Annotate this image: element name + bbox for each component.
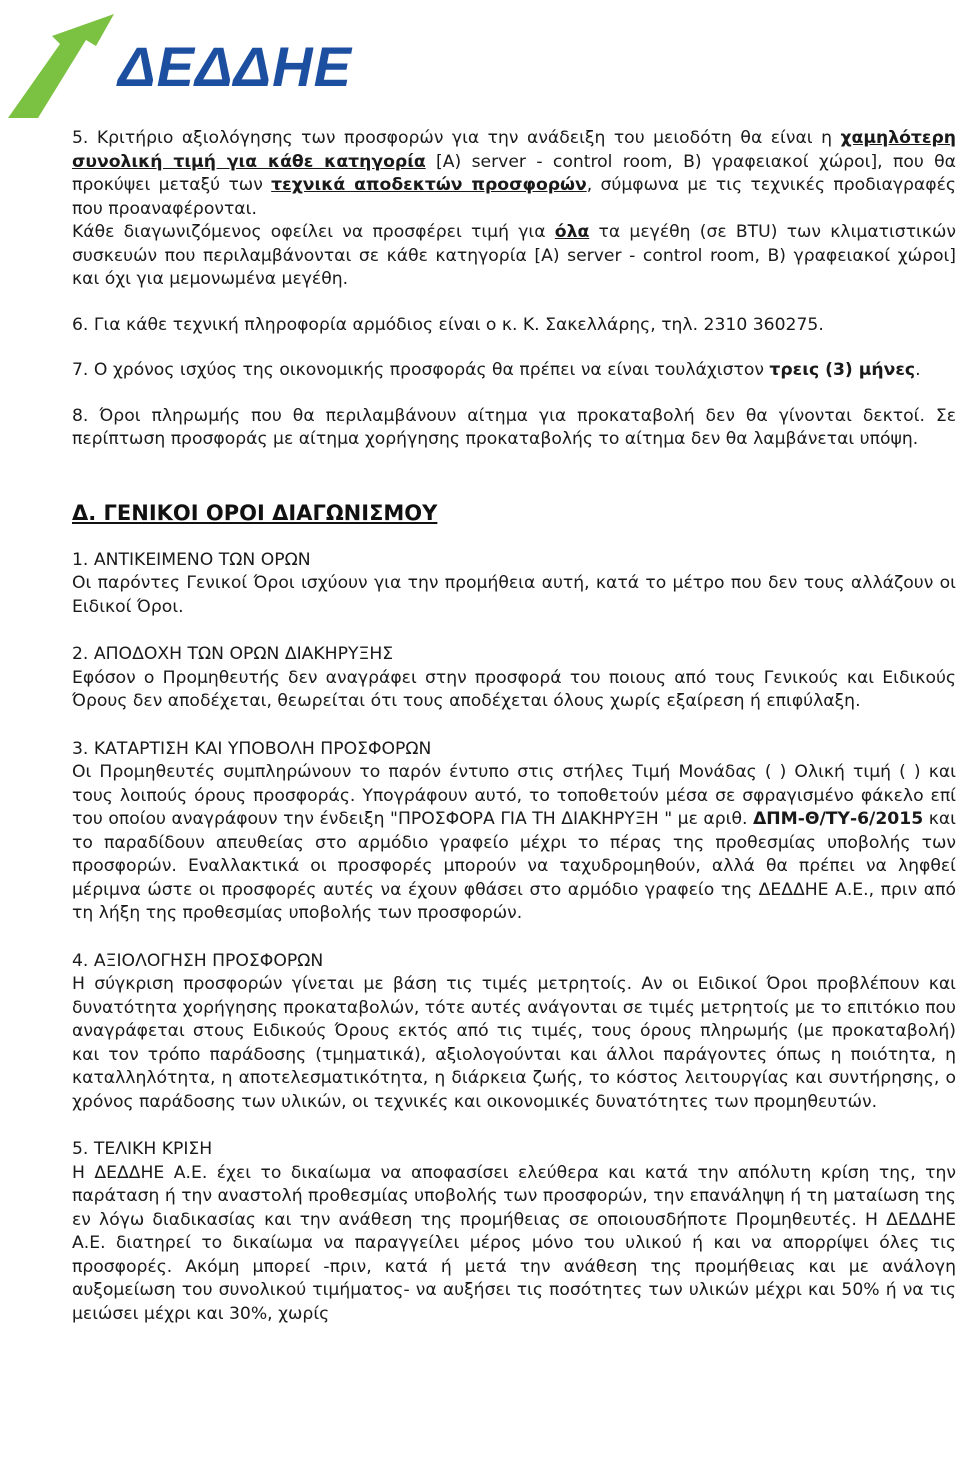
section-heading: Δ. ΓΕΝΙΚΟΙ ΟΡΟΙ ΔΙΑΓΩΝΙΣΜΟΥ [72,500,438,525]
s3-body: Οι Προμηθευτές συμπληρώνουν το παρόν έντυπο στις στήλες Τιμή Μονάδας ( ) Ολική τιμή ( ) και τους λοιπούς όρους προσφοράς. Υπογράφουν αυτό, το τοποθετούν μέσα σε σφραγισμένο φάκελο επί του οποίου αναγράφουν την ένδειξη "ΠΡΟΣΦΟΡΑ ΓΙΑ ΤΗ ΔΙΑΚΗΡΥΞΗ " με αριθ. ΔΠΜ-Θ/ΤΥ-6/2015 και το παραδίδουν απευθείας στο αρμόδιο γραφείο μέχρι το πέρας της προθεσμίας υποβολής των προσφορών. Εναλλακτικά οι προσφορές μπορούν να ταχυδρομηθούν, αλλά θα πρέπει να ληφθεί μέριμνα ώστε οι προσφορές αυτές να έχουν φθάσει στο αρμόδιο γραφείο της ΔΕΔΔΗΕ Α.Ε., πριν από τη λήξη της προθεσμίας υποβολής των προσφορών. [72,762,956,923]
paragraph-8: 8. Όροι πληρωμής που θα περιλαμβάνουν αίτημα για προκαταβολή δεν θα γίνονται δεκτοί. Σε περίπτωση προσφοράς με αίτημα χορήγησης προκαταβολής το αίτημα δεν θα λαμβάνεται υπόψη. [72,405,956,449]
logo-wordmark: ΔΕΔΔΗΕ [118,35,352,98]
s4-body: Η σύγκριση προσφορών γίνεται με βάση τις τιμές μετρητοίς. Αν οι Ειδικοί Όροι προβλέπουν και δυνατότητα χορήγησης προκαταβολών, τότε αυτές ανάγονται σε τιμές μετρητοίς με το επιτόκιο που αναγράφεται στους Ειδικούς Όρους εκτός από τις τιμές, τους όρους πληρωμής (με προκαταβολή) και τον τρόπο παράδοσης (τμηματικά), αξιολογούνται και άλλοι παράγοντες όπως η ποιότητα, η καταλληλότητα, η αποτελεσματικότητα, η διάρκεια ζωής, το κόστος λειτουργίας και συντήρησης, ο χρόνος παράδοσης των υλικών, οι τεχνικές και οικονομικές δυνατότητες των προμηθευτών. [72,974,956,1112]
paragraph-5: 5. Κριτήριο αξιολόγησης των προσφορών για την ανάδειξη του μειοδότη θα είναι η χαμηλότερη συνολική τιμή για κάθε κατηγορία [Α) server - control room, Β) γραφειακοί χώροι], που θα προκύψει μεταξύ των τεχνικά αποδεκτών προσφορών, σύμφωνα με τις τεχνικές προδιαγραφές που προαναφέρονται. [72,128,956,219]
s5-heading: 5. ΤΕΛΙΚΗ ΚΡΙΣΗ [72,1139,213,1159]
emphasis-lowest-price: χαμηλότερη συνολική τιμή για κάθε κατηγορία [72,128,956,172]
emphasis-all: όλα [554,222,590,242]
s5-body: Η ΔΕΔΔΗΕ Α.Ε. έχει το δικαίωμα να αποφασίσει ελεύθερα και κατά την απόλυτη κρίση της, την παράταση ή την αναστολή προθεσμίας υποβολής των προσφορών, την επανάληψη ή τη ματαίωση της εν λόγω διαδικασίας και την ανάθεση της προμήθειας σε οποιουσδήποτε Προμηθευτές. Η ΔΕΔΔΗΕ Α.Ε. διατηρεί το δικαίωμα να παραγγείλει μέρος μόνο του υλικού ή και να απορρίψει όλες τις προσφορές. Ακόμη μπορεί -πριν, κατά ή μετά την ανάθεση της προμήθειας και με ανάλογη αυξομείωση του συνολικού τιμήματος- να αυξήσει τις ποσότητες των υλικών μέχρι και 50% ή να τις μειώσει μέχρι και 30%, χωρίς [72,1162,956,1324]
document-body [72,127,956,1326]
logo-mark-icon [8,6,128,122]
s1-heading: 1. ΑΝΤΙΚΕΙΜΕΝΟ ΤΩΝ ΟΡΩΝ [72,549,311,570]
tender-number: ΔΠΜ-Θ/ΤΥ-6/2015 [752,809,924,829]
s4-heading: 4. ΑΞΙΟΛΟΓΗΣΗ ΠΡΟΣΦΟΡΩΝ [72,950,324,971]
s2-heading: 2. ΑΠΟΔΟΧΗ ΤΩΝ ΟΡΩΝ ΔΙΑΚΗΡΥΞΗΣ [72,644,394,664]
paragraph-7: 7. Ο χρόνος ισχύος της οικονομικής προσφοράς θα πρέπει να είναι τουλάχιστον τρεις (3) μήνες. [72,360,921,380]
paragraph-6: 6. Για κάθε τεχνική πληροφορία αρμόδιος είναι ο κ. Κ. Σακελλάρης, τηλ. 2310 360275. [72,314,824,335]
company-logo [8,6,352,122]
s1-body: Οι παρόντες Γενικοί Όροι ισχύουν για την προμήθεια αυτή, κατά το μέτρο που δεν τους αλλάζουν οι Ειδικοί Όροι. [72,573,956,617]
paragraph-5b: Κάθε διαγωνιζόμενος οφείλει να προσφέρει τιμή για όλα τα μεγέθη (σε BTU) των κλιματιστικών συσκευών που περιλαμβάνονται σε κάθε κατηγορία [Α) server - control room, Β) γραφειακοί χώροι] και όχι για μεμονωμένα μεγέθη. [72,222,956,289]
s3-heading: 3. ΚΑΤΑΡΤΙΣΗ ΚΑΙ ΥΠΟΒΟΛΗ ΠΡΟΣΦΟΡΩΝ [72,738,432,759]
emphasis-three-months: τρεις (3) μήνες [769,360,916,380]
emphasis-accepted-offers: τεχνικά αποδεκτών προσφορών [271,175,587,195]
s2-body: Εφόσον ο Προμηθευτής δεν αναγράφει στην προσφορά του ποιους από τους Γενικούς και Ειδικούς Όρους δεν αποδέχεται, θεωρείται ότι τους αποδέχεται όλους χωρίς εξαίρεση ή επιφύλαξη. [72,667,956,711]
